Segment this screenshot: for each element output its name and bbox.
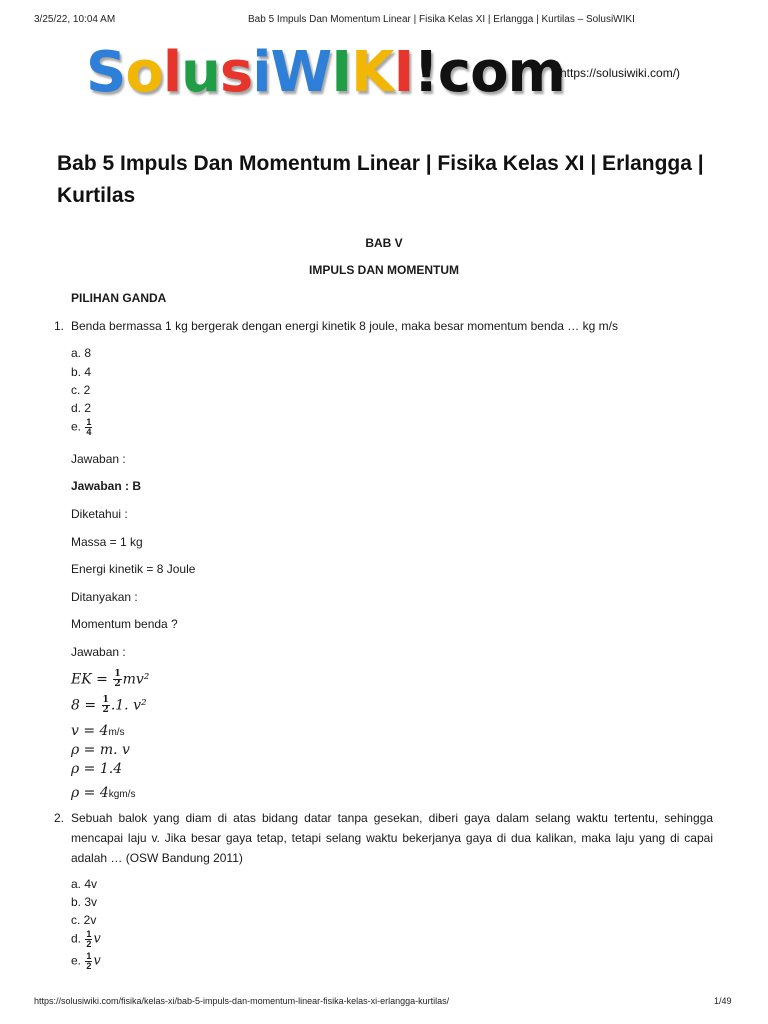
energi-line: Energi kinetik = 8 Joule bbox=[71, 562, 196, 576]
option-b: b. 4 bbox=[71, 365, 92, 379]
equation-v: v = 4m/s bbox=[71, 723, 125, 739]
option-e bbox=[71, 418, 93, 437]
site-logo[interactable] bbox=[86, 38, 565, 108]
logo-letter: u bbox=[181, 40, 220, 105]
logo-letter: com bbox=[437, 40, 565, 105]
jawaban-label-2: Jawaban : bbox=[71, 645, 126, 659]
fraction: $\frac{1}{4}$ bbox=[86, 417, 92, 437]
jawaban-answer: Jawaban : B bbox=[71, 479, 142, 493]
option-e-label: e. bbox=[71, 419, 82, 434]
logo-letter: S bbox=[86, 40, 126, 105]
equation-ek: EK = $\frac{1}{2}$ mv² bbox=[71, 669, 150, 689]
print-header-title: Bab 5 Impuls Dan Momentum Linear | Fisika Kelas XI | Erlangga | Kurtilas – SolusiWIKI bbox=[248, 14, 635, 25]
option-d: d. $\frac{1}{2}$ v bbox=[71, 929, 101, 949]
massa-line: Massa = 1 kg bbox=[71, 535, 143, 549]
option-c: c. 2v bbox=[71, 913, 97, 927]
option-c: c. 2 bbox=[71, 383, 91, 397]
page-number: 1/49 bbox=[714, 996, 732, 1006]
ditanyakan-label: Ditanyakan : bbox=[71, 590, 138, 604]
logo-letter: o bbox=[125, 40, 163, 105]
print-date: 3/25/22, 10:04 AM bbox=[34, 14, 116, 25]
equation-rho-value: ρ = 1.4 bbox=[71, 761, 123, 777]
logo-letter: I bbox=[393, 40, 414, 105]
logo-letter: i bbox=[252, 40, 271, 105]
option-b: b. 3v bbox=[71, 895, 98, 909]
logo-letter: s bbox=[219, 40, 253, 105]
question-2-text: Sebuah balok yang diam di atas bidang datar tanpa gesekan, diberi gaya dalam selang waktu tertentu, sehingga mencapai laju v. Jika besar gaya tetap, tetapi selang waktu bekerjanya gaya di dua kalikan, maka laju yang di capai adalah … (OSW Bandung 2011) bbox=[71, 811, 713, 865]
equation-rho-mv: ρ = m. v bbox=[71, 742, 130, 758]
footer-url[interactable]: https://solusiwiki.com/fisika/kelas-xi/bab-5-impuls-dan-momentum-linear-fisika-kelas-xi-erlangga-kurtilas/ bbox=[34, 996, 450, 1006]
section-heading: PILIHAN GANDA bbox=[71, 291, 167, 305]
chapter-subtitle: IMPULS DAN MOMENTUM bbox=[309, 263, 459, 277]
equation-8: 8 = $\frac{1}{2}$ .1. v² bbox=[71, 695, 147, 715]
diketahui-label: Diketahui : bbox=[71, 507, 128, 521]
logo-url[interactable]: (https://solusiwiki.com/) bbox=[556, 66, 681, 80]
option-a: a. 4v bbox=[71, 877, 98, 891]
question-number: 1. bbox=[54, 319, 65, 333]
logo-letter: W bbox=[270, 40, 332, 105]
logo-letter: I bbox=[331, 40, 352, 105]
logo-letter: l bbox=[162, 40, 182, 105]
equation-rho-result: ρ = 4kgm/s bbox=[71, 785, 136, 801]
logo-letter: ! bbox=[413, 40, 438, 105]
question-number: 2. bbox=[54, 811, 65, 825]
jawaban-label: Jawaban : bbox=[71, 452, 126, 466]
question-1-text: Benda bermassa 1 kg bergerak dengan energi kinetik 8 joule, maka besar momentum benda … kg m/s bbox=[71, 319, 618, 333]
momentum-line: Momentum benda ? bbox=[71, 617, 178, 631]
page-title: Bab 5 Impuls Dan Momentum Linear | Fisika Kelas XI | Erlangga | Kurtilas bbox=[57, 152, 704, 207]
chapter-heading: BAB V bbox=[365, 236, 403, 250]
option-d: d. 2 bbox=[71, 401, 92, 415]
option-e: e. $\frac{1}{2}$ v bbox=[71, 951, 101, 971]
logo-letter: K bbox=[351, 40, 394, 105]
option-a: a. 8 bbox=[71, 346, 92, 360]
